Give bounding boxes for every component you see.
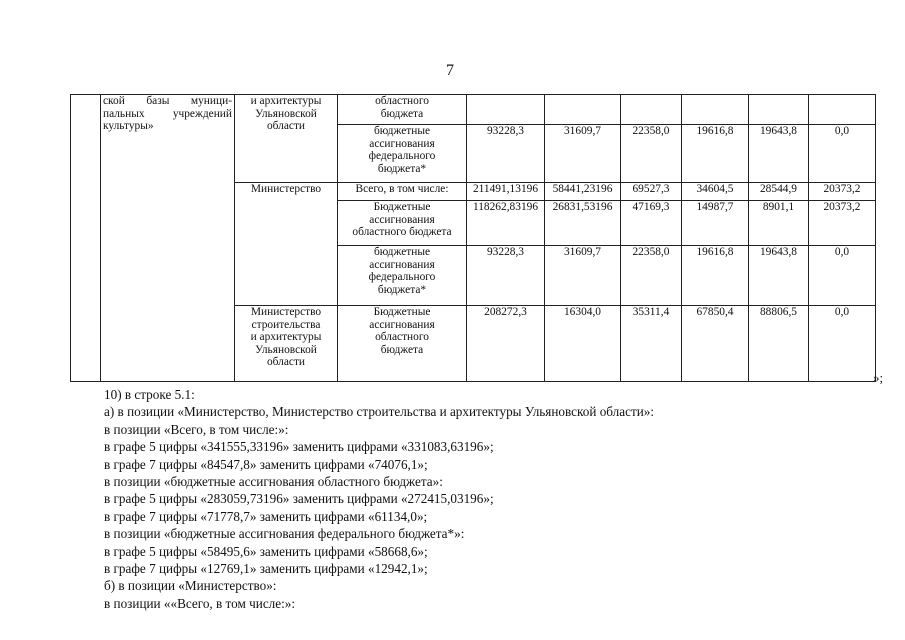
- funding-source-cell: Всего, в том числе:: [338, 183, 467, 201]
- value-cell: 19643,8: [749, 125, 809, 183]
- value-cell: [545, 95, 621, 125]
- value-cell: 88806,5: [749, 306, 809, 382]
- instruction-line: в графе 7 цифры «12769,1» заменить цифрами «12942,1»;: [104, 561, 428, 577]
- value-cell: 28544,9: [749, 183, 809, 201]
- value-cell: 22358,0: [621, 246, 682, 306]
- amendment-instructions: [104, 386, 884, 612]
- instruction-line: в позиции ««Всего, в том числе:»:: [104, 595, 296, 611]
- value-cell: 93228,3: [467, 246, 545, 306]
- instruction-line: в графе 5 цифры «58495,6» заменить цифрами «58668,6»;: [104, 543, 428, 559]
- value-cell: 35311,4: [621, 306, 682, 382]
- executor-cell: Министерство строительства и архитектуры Ульяновской области: [235, 306, 338, 382]
- event-name-line: ской базы муници-: [103, 95, 232, 107]
- funding-source-cell: Бюджетные ассигнования областного бюджета: [338, 201, 467, 246]
- value-cell: 20373,2: [809, 201, 876, 246]
- funding-source-cell: бюджетные ассигнования федерального бюджета*: [338, 125, 467, 183]
- value-cell: 67850,4: [682, 306, 749, 382]
- value-cell: 0,0: [809, 246, 876, 306]
- value-cell: 31609,7: [545, 125, 621, 183]
- budget-table: [70, 94, 876, 382]
- table-row: [71, 95, 876, 125]
- executor-cell: Министерство: [235, 183, 338, 306]
- instruction-line: в графе 7 цифры «84547,8» заменить цифрами «74076,1»;: [104, 456, 428, 472]
- instruction-line: 10) в строке 5.1:: [104, 387, 195, 402]
- value-cell: [467, 95, 545, 125]
- value-cell: [682, 95, 749, 125]
- value-cell: 0,0: [809, 306, 876, 382]
- value-cell: 118262,83196: [467, 201, 545, 246]
- instruction-line: в позиции «бюджетные ассигнования областного бюджета»:: [104, 474, 443, 490]
- event-name-line: культуры»: [103, 120, 154, 133]
- instruction-line: в позиции «бюджетные ассигнования федерального бюджета*»:: [104, 526, 465, 542]
- instruction-line: б) в позиции «Министерство»:: [104, 578, 277, 594]
- value-cell: [749, 95, 809, 125]
- value-cell: 47169,3: [621, 201, 682, 246]
- closing-quote-mark: »;: [873, 370, 884, 385]
- value-cell: 211491,13196: [467, 183, 545, 201]
- event-name-line: пальных учреждений: [103, 107, 232, 120]
- value-cell: 20373,2: [809, 183, 876, 201]
- instruction-line: в графе 5 цифры «283059,73196» заменить цифрами «272415,03196»;: [104, 491, 494, 507]
- executor-cell: и архитектуры Ульяновской области: [235, 95, 338, 183]
- instruction-line: в позиции «Всего, в том числе:»:: [104, 421, 289, 437]
- value-cell: 208272,3: [467, 306, 545, 382]
- value-cell: 16304,0: [545, 306, 621, 382]
- instruction-line: а) в позиции «Министерство, Министерство строительства и архитектуры Ульяновской области»:: [104, 404, 655, 420]
- value-cell: 0,0: [809, 125, 876, 183]
- value-cell: 93228,3: [467, 125, 545, 183]
- value-cell: 22358,0: [621, 125, 682, 183]
- value-cell: 8901,1: [749, 201, 809, 246]
- value-cell: [809, 95, 876, 125]
- value-cell: 69527,3: [621, 183, 682, 201]
- funding-source-cell: областного бюджета: [338, 95, 467, 125]
- instruction-line: в графе 7 цифры «71778,7» заменить цифрами «61134,0»;: [104, 508, 428, 524]
- value-cell: 19643,8: [749, 246, 809, 306]
- funding-source-cell: бюджетные ассигнования федерального бюджета*: [338, 246, 467, 306]
- funding-source-cell: Бюджетные ассигнования областного бюджета: [338, 306, 467, 382]
- value-cell: 34604,5: [682, 183, 749, 201]
- event-name-cell: [101, 95, 235, 382]
- value-cell: 19616,8: [682, 125, 749, 183]
- value-cell: 58441,23196: [545, 183, 621, 201]
- value-cell: [621, 95, 682, 125]
- value-cell: 14987,7: [682, 201, 749, 246]
- number-cell: [71, 95, 101, 382]
- page-number: 7: [446, 62, 454, 79]
- value-cell: 19616,8: [682, 246, 749, 306]
- value-cell: 26831,53196: [545, 201, 621, 246]
- instruction-line: в графе 5 цифры «341555,33196» заменить цифрами «331083,63196»;: [104, 439, 494, 455]
- value-cell: 31609,7: [545, 246, 621, 306]
